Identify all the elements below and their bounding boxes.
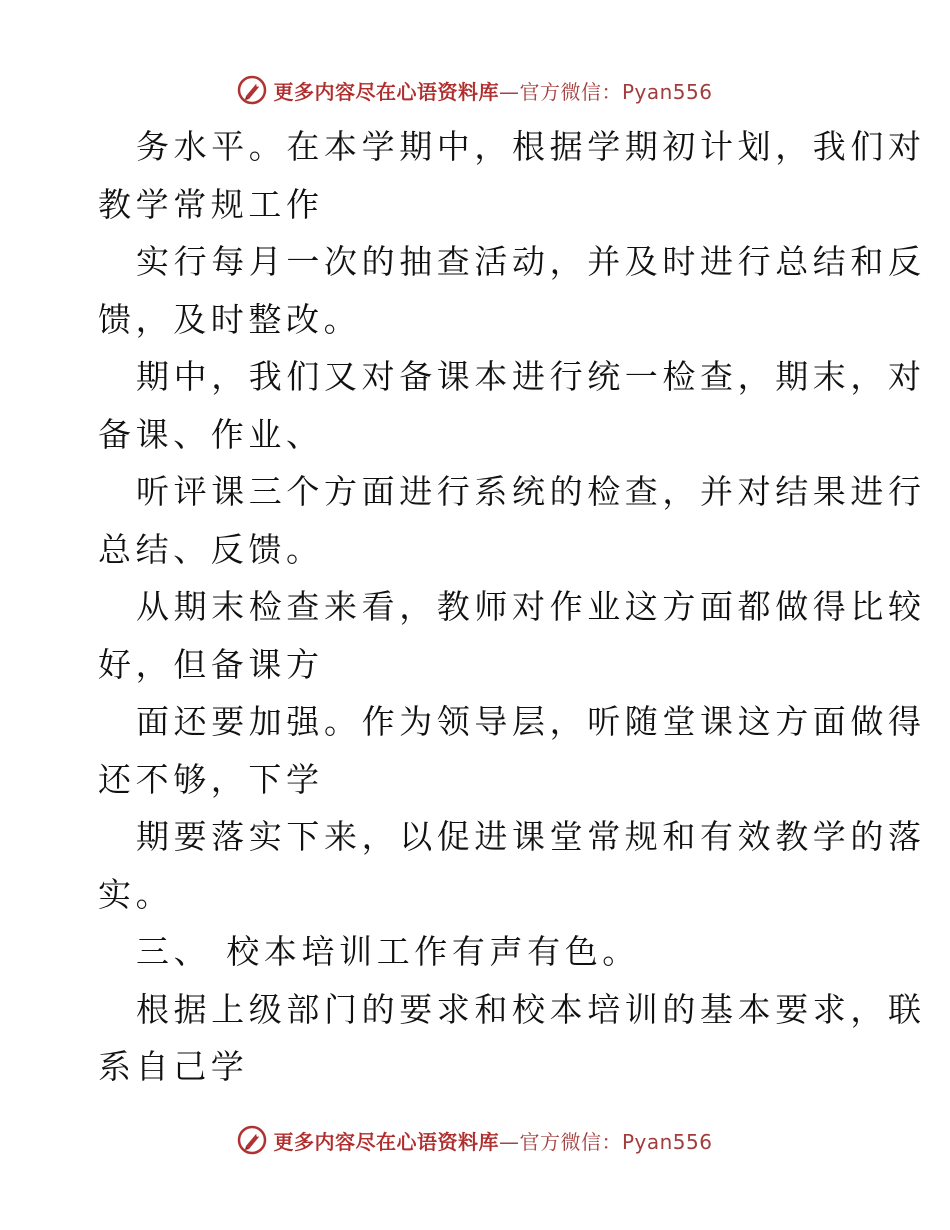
header-separator: — xyxy=(498,79,520,104)
text-line: 系自己学 xyxy=(98,1047,249,1086)
footer-banner xyxy=(0,1120,950,1160)
header-banner xyxy=(0,70,950,110)
text-line: 还不够，下学 xyxy=(98,759,324,799)
footer-separator: — xyxy=(498,1129,520,1154)
header-wechat-text: 官方微信：Pyan556 xyxy=(519,79,713,104)
body-text xyxy=(98,118,926,1096)
text-line: 馈，及时整改。 xyxy=(98,299,362,339)
header-banner-text xyxy=(273,76,712,105)
text-line: 务水平。在本学期中，根据学期初计划，我们对 xyxy=(136,127,926,166)
text-line: 期要落实下来，以促进课堂常规和有效教学的落 xyxy=(136,817,926,856)
pen-logo-icon xyxy=(237,75,267,105)
text-line: 总结、反馈。 xyxy=(98,529,324,569)
text-line: 期中，我们又对备课本进行统一检查，期末，对 xyxy=(136,357,926,396)
text-line: 好，但备课方 xyxy=(98,644,324,684)
pen-logo-icon xyxy=(237,1125,267,1155)
text-line: 从期末检查来看，教师对作业这方面都做得比较 xyxy=(136,587,926,626)
text-line: 听评课三个方面进行系统的检查，并对结果进行 xyxy=(136,472,926,511)
section-heading: 三、 校本培训工作有声有色。 xyxy=(136,932,640,971)
text-line: 实。 xyxy=(98,874,174,914)
header-site-text: 更多内容尽在心语资料库 xyxy=(273,79,499,104)
text-line: 面还要加强。作为领导层，听随堂课这方面做得 xyxy=(136,702,926,741)
footer-site-text: 更多内容尽在心语资料库 xyxy=(273,1129,499,1154)
text-line: 备课、作业、 xyxy=(98,414,324,454)
footer-wechat-text: 官方微信：Pyan556 xyxy=(519,1129,713,1154)
footer-banner-text xyxy=(273,1126,712,1155)
text-line: 实行每月一次的抽查活动，并及时进行总结和反 xyxy=(136,242,926,281)
text-line: 教学常规工作 xyxy=(98,184,324,224)
text-line: 根据上级部门的要求和校本培训的基本要求，联 xyxy=(136,989,926,1029)
